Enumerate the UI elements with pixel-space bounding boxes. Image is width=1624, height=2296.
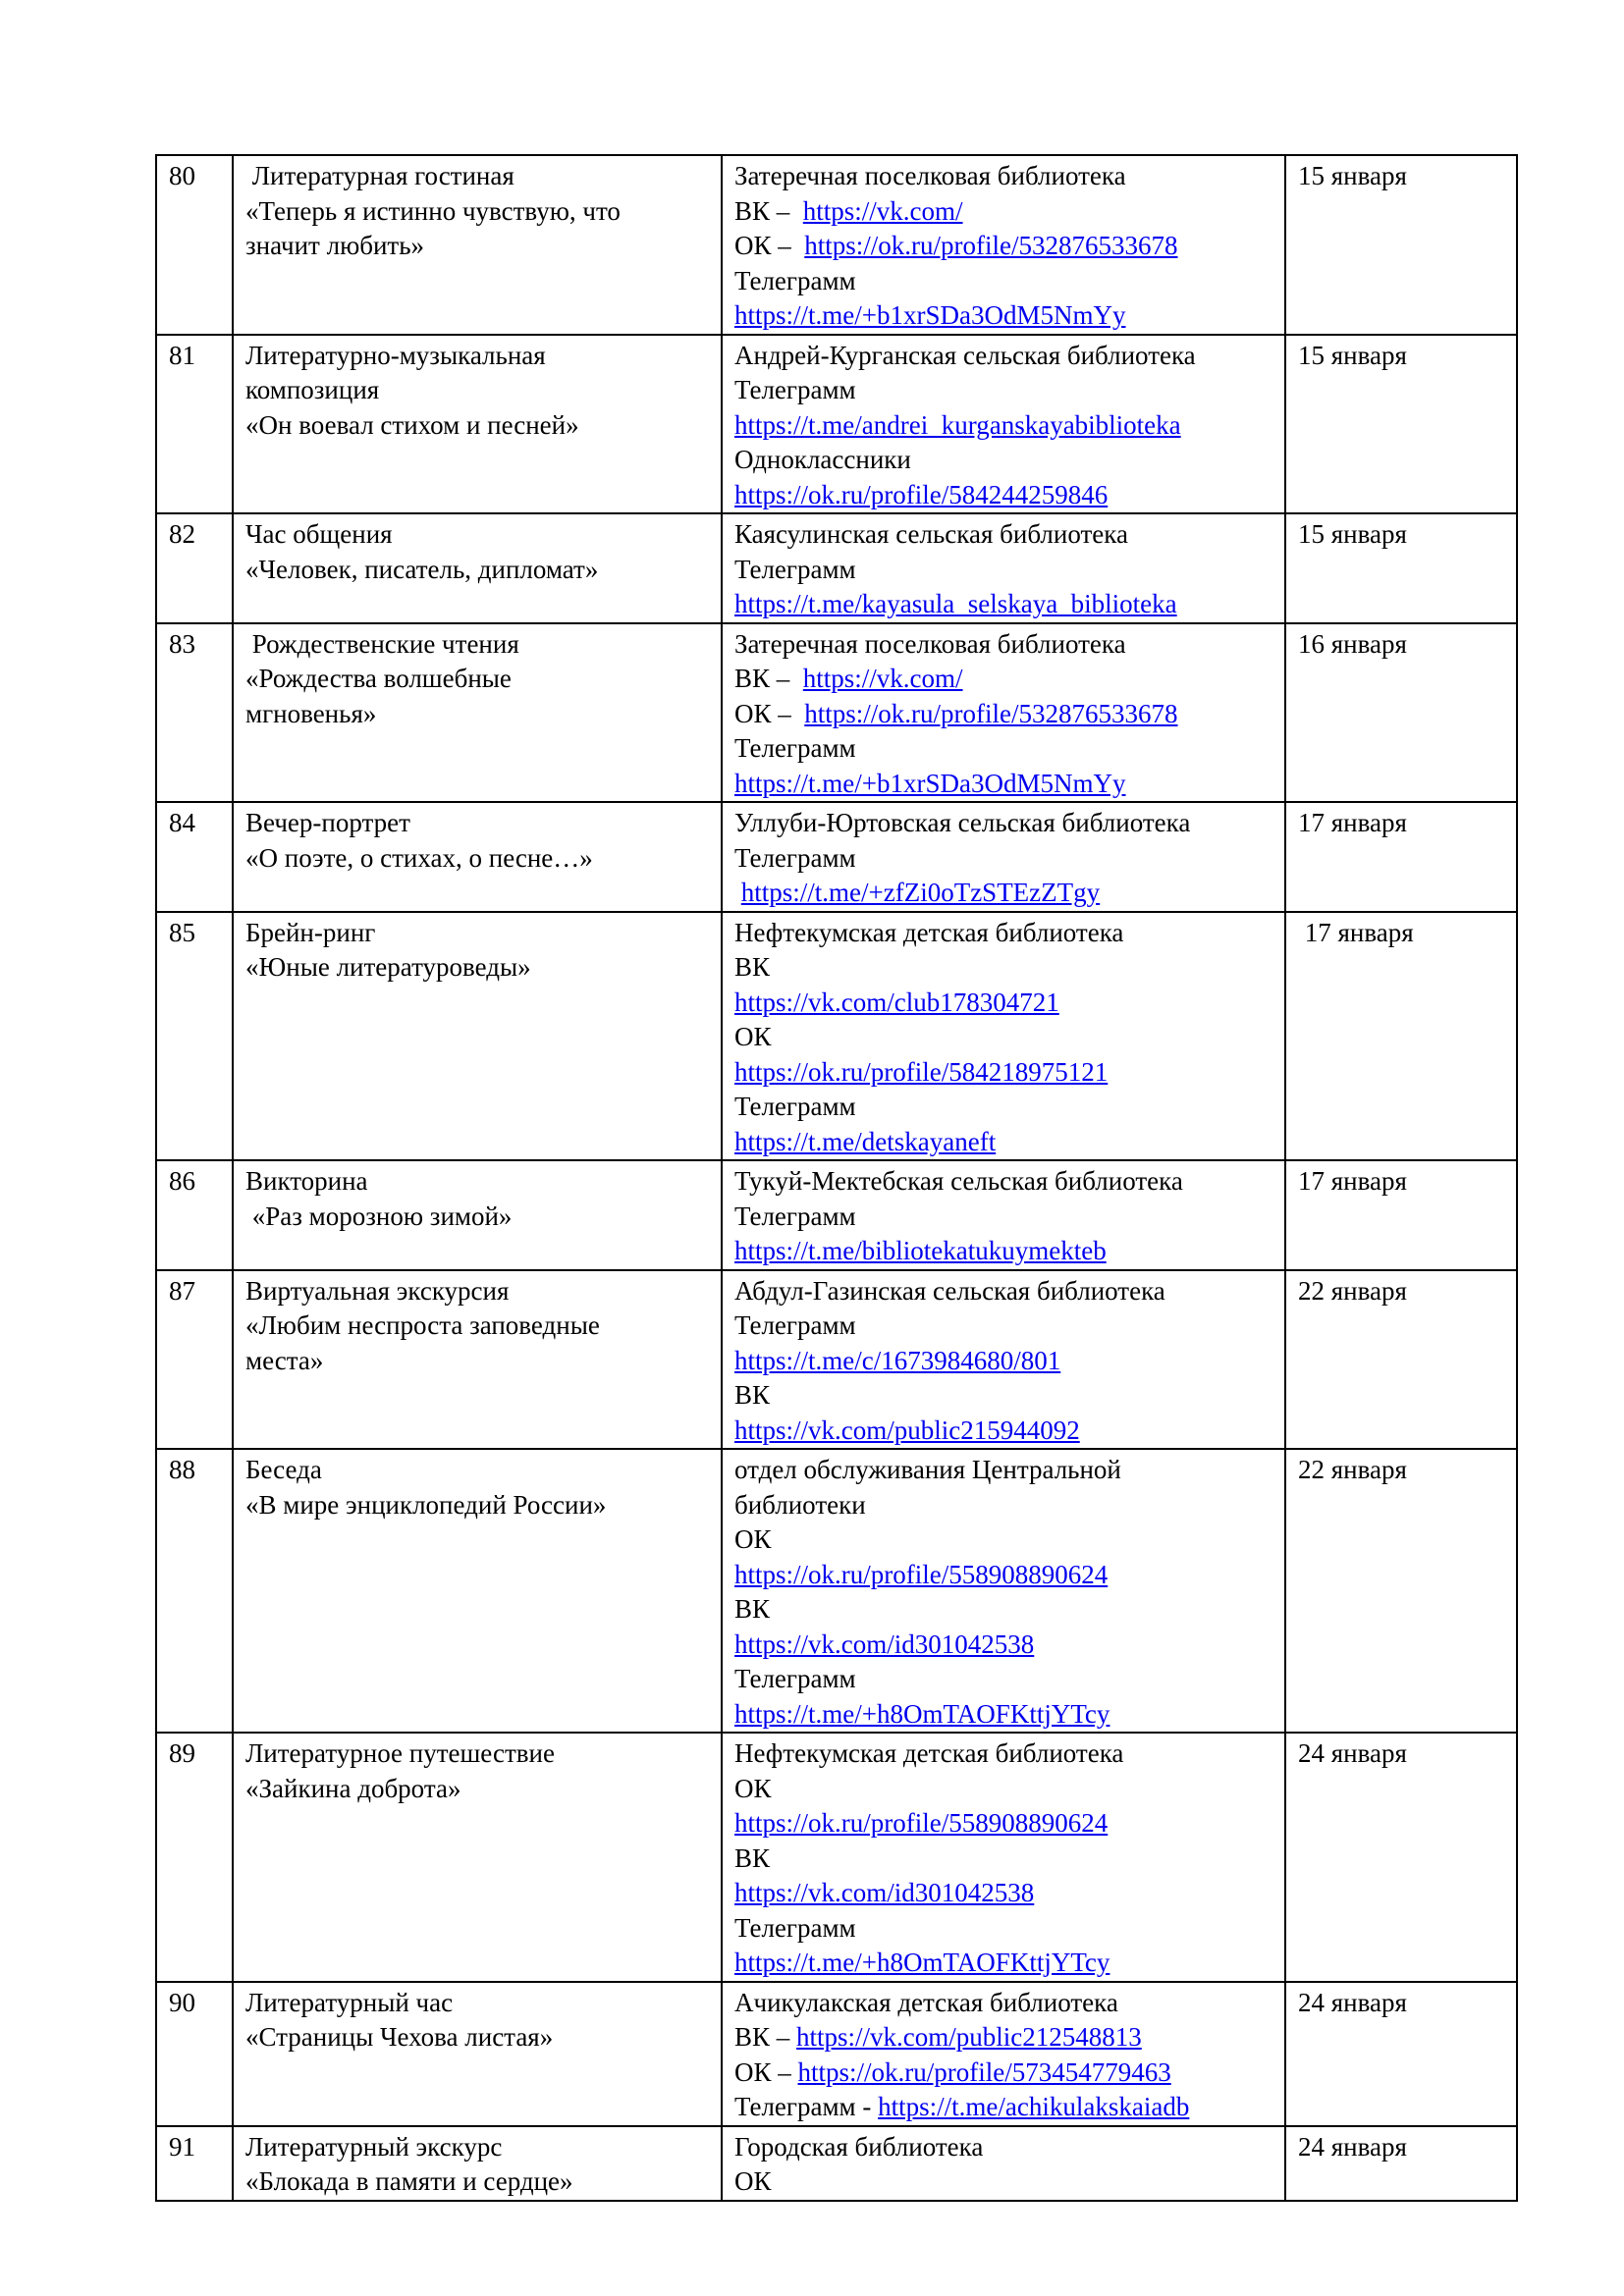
link-prefix: ВК – [734, 664, 803, 693]
library-line [734, 2090, 1272, 2125]
event-title-line: значит любить» [245, 231, 425, 260]
social-link[interactable]: https://vk.com/ [802, 664, 963, 693]
library-line [734, 517, 1272, 553]
event-title-line: Час общения [245, 519, 393, 549]
library-line [734, 2056, 1272, 2091]
library-line [734, 1522, 1272, 1558]
library-line [734, 986, 1272, 1021]
library-text: ВК [734, 1380, 771, 1410]
social-link[interactable]: https://ok.ru/profile/573454779463 [797, 2056, 1171, 2087]
library-line [734, 1308, 1272, 1344]
library-line [734, 1453, 1272, 1488]
social-link[interactable]: https://ok.ru/profile/558908890624 [734, 1808, 1109, 1838]
event-date: 24 января [1285, 1733, 1517, 1982]
event-title-cell [233, 1160, 722, 1270]
event-title-line: «В мире энциклопедий России» [245, 1489, 607, 1520]
library-text: отдел обслуживания Центральной [734, 1455, 1121, 1484]
library-cell [722, 802, 1285, 912]
social-link[interactable]: https://vk.com/public212548813 [796, 2022, 1142, 2052]
event-title-cell [233, 802, 722, 912]
event-title-cell [233, 513, 722, 623]
event-title-line: Беседа [245, 1455, 322, 1484]
library-line [734, 1488, 1272, 1523]
library-cell [722, 1982, 1285, 2126]
library-line [734, 1090, 1272, 1125]
event-date: 17 января [1285, 802, 1517, 912]
event-date: 15 января [1285, 513, 1517, 623]
library-cell [722, 335, 1285, 514]
library-line [734, 587, 1272, 622]
event-title-line: Викторина [245, 1166, 368, 1196]
library-line [734, 1772, 1272, 1807]
library-text: Телеграмм [734, 1092, 856, 1121]
social-link[interactable]: https://ok.ru/profile/584244259846 [734, 479, 1109, 509]
row-number: 81 [156, 335, 233, 514]
library-text: Тукуй-Мектебская сельская библиотека [734, 1166, 1183, 1196]
library-line [734, 1592, 1272, 1628]
table-row [156, 155, 1517, 335]
social-link[interactable]: https://t.me/achikulakskaiadb [878, 2092, 1190, 2121]
event-title-line: Литературное путешествие [245, 1738, 555, 1768]
library-cell [722, 1270, 1285, 1450]
library-line [734, 1055, 1272, 1091]
library-text: Телеграмм [734, 1664, 856, 1693]
event-title-line: «Блокада в памяти и сердце» [245, 2166, 573, 2196]
library-line [734, 1020, 1272, 1055]
event-date: 24 января [1285, 2126, 1517, 2201]
library-cell [722, 623, 1285, 803]
events-table-body [156, 155, 1517, 2201]
social-link[interactable]: https://ok.ru/profile/532876533678 [804, 231, 1178, 260]
library-text: Телеграмм [734, 1310, 856, 1340]
table-row [156, 1160, 1517, 1270]
event-date: 24 января [1285, 1982, 1517, 2126]
library-text: Каясулинская сельская библиотека [734, 519, 1128, 549]
library-line [734, 2020, 1272, 2056]
library-line [734, 1876, 1272, 1911]
library-line [734, 443, 1272, 478]
event-title-line: «О поэте, о стихах, о песне…» [245, 842, 593, 873]
library-text: Телеграмм [734, 733, 856, 763]
row-number: 83 [156, 623, 233, 803]
social-link[interactable]: https://t.me/+b1xrSDa3OdM5NmYy [734, 768, 1126, 798]
library-text: Телеграмм [734, 265, 856, 295]
link-prefix: ВК – [734, 2022, 797, 2052]
social-link[interactable]: https://t.me/+zfZi0oTzSTEzZTgy [740, 878, 1101, 907]
library-line [734, 806, 1272, 841]
row-number: 87 [156, 1270, 233, 1450]
library-line [734, 339, 1272, 374]
event-title-line: «Страницы Чехова листая» [245, 2022, 554, 2052]
event-date: 22 января [1285, 1270, 1517, 1450]
library-text: Уллуби-Юртовская сельская библиотека [734, 808, 1191, 837]
library-line [734, 1234, 1272, 1269]
library-line [734, 229, 1272, 264]
library-text: Нефтекумская детская библиотека [734, 1738, 1124, 1768]
library-text: библиотеки [734, 1489, 866, 1520]
library-line [734, 1125, 1272, 1160]
event-date: 16 января [1285, 623, 1517, 803]
row-number: 90 [156, 1982, 233, 2126]
event-title-line: «Теперь я истинно чувствую, что [245, 195, 621, 226]
table-row [156, 513, 1517, 623]
social-link[interactable]: https://vk.com/club178304721 [734, 987, 1059, 1017]
library-line [734, 767, 1272, 802]
library-line [734, 2164, 1272, 2200]
library-text: ВК [734, 1594, 771, 1624]
event-title-line: «Человек, писатель, дипломат» [245, 554, 599, 584]
library-line [734, 1697, 1272, 1733]
library-line [734, 627, 1272, 663]
library-line [734, 731, 1272, 767]
event-date: 15 января [1285, 155, 1517, 335]
events-table [155, 154, 1518, 2202]
table-row [156, 1733, 1517, 1982]
library-line [734, 1986, 1272, 2021]
library-text: ОК [734, 1773, 772, 1803]
library-cell [722, 1160, 1285, 1270]
row-number: 89 [156, 1733, 233, 1982]
library-text: Ачикулакская детская библиотека [734, 1987, 1118, 2017]
event-title-cell [233, 2126, 722, 2201]
table-row [156, 1982, 1517, 2126]
link-prefix [734, 878, 741, 907]
library-line [734, 1662, 1272, 1697]
link-prefix: Телеграмм - [734, 2092, 879, 2121]
social-link[interactable]: https://vk.com/ [802, 195, 963, 226]
library-text: ОК [734, 1022, 772, 1051]
social-link[interactable]: https://t.me/c/1673984680/801 [734, 1345, 1061, 1375]
library-line [734, 876, 1272, 911]
event-title-line: места» [245, 1345, 324, 1375]
library-cell [722, 1733, 1285, 1982]
library-line [734, 1200, 1272, 1235]
library-text: Городская библиотека [734, 2131, 984, 2162]
row-number: 82 [156, 513, 233, 623]
library-text: ОК [734, 1524, 772, 1554]
library-line [734, 159, 1272, 194]
event-date: 22 января [1285, 1449, 1517, 1733]
event-date: 15 января [1285, 335, 1517, 514]
library-text: ВК [734, 1842, 771, 1873]
event-title-line: «Любим неспроста заповедные [245, 1310, 600, 1340]
link-prefix: ОК – [734, 2056, 798, 2087]
event-title-line: композиция [245, 375, 380, 404]
library-line [734, 841, 1272, 877]
library-text: Телеграмм [734, 842, 856, 873]
library-line [734, 298, 1272, 334]
library-text: ВК [734, 952, 771, 982]
library-text: ОК [734, 2166, 772, 2196]
library-line [734, 2130, 1272, 2165]
library-line [734, 1946, 1272, 1981]
event-title-cell [233, 1270, 722, 1450]
library-line [734, 697, 1272, 732]
library-cell [722, 513, 1285, 623]
social-link[interactable]: https://vk.com/id301042538 [734, 1878, 1035, 1907]
social-link[interactable]: https://t.me/detskayaneft [734, 1126, 997, 1156]
row-number: 85 [156, 912, 233, 1161]
library-text: Телеграмм [734, 375, 856, 404]
library-line [734, 194, 1272, 230]
link-prefix: ОК – [734, 698, 805, 728]
library-line [734, 1806, 1272, 1842]
event-date: 17 января [1285, 912, 1517, 1161]
event-title-line: Литературно-музыкальная [245, 340, 546, 370]
event-title-cell [233, 1733, 722, 1982]
library-line [734, 1274, 1272, 1309]
table-row [156, 335, 1517, 514]
library-line [734, 1414, 1272, 1449]
table-row [156, 1270, 1517, 1450]
library-line [734, 1378, 1272, 1414]
library-text: Затеречная поселковая библиотека [734, 628, 1126, 659]
event-title-cell [233, 912, 722, 1161]
library-line [734, 1164, 1272, 1200]
library-cell [722, 155, 1285, 335]
library-line [734, 950, 1272, 986]
library-line [734, 1736, 1272, 1772]
library-text: Нефтекумская детская библиотека [734, 917, 1124, 947]
event-title-line: Виртуальная экскурсия [245, 1275, 510, 1306]
social-link[interactable]: https://vk.com/id301042538 [734, 1629, 1035, 1659]
event-title-line: Литературная гостиная [245, 161, 514, 190]
event-title-cell [233, 335, 722, 514]
social-link[interactable]: https://ok.ru/profile/584218975121 [734, 1056, 1109, 1087]
library-line [734, 408, 1272, 444]
row-number: 80 [156, 155, 233, 335]
library-text: Одноклассники [734, 445, 911, 474]
social-link[interactable]: https://t.me/bibliotekatukuymekteb [734, 1236, 1107, 1265]
library-line [734, 1842, 1272, 1877]
library-line [734, 373, 1272, 408]
event-title-line: «Он воевал стихом и песней» [245, 409, 579, 440]
event-date: 17 января [1285, 1160, 1517, 1270]
social-link[interactable]: https://vk.com/public215944092 [734, 1415, 1080, 1445]
event-title-line: «Юные литературоведы» [245, 952, 531, 982]
table-row [156, 623, 1517, 803]
event-title-line: «Зайкина доброта» [245, 1773, 461, 1803]
library-cell [722, 1449, 1285, 1733]
table-row [156, 802, 1517, 912]
link-prefix: ОК – [734, 231, 805, 260]
library-text: Телеграмм [734, 1912, 856, 1943]
library-text: Телеграмм [734, 554, 856, 584]
library-line [734, 1344, 1272, 1379]
library-cell [722, 2126, 1285, 2201]
event-title-cell [233, 1982, 722, 2126]
row-number: 88 [156, 1449, 233, 1733]
library-line [734, 264, 1272, 299]
event-title-cell [233, 1449, 722, 1733]
event-title-line: мгновенья» [245, 698, 377, 728]
social-link[interactable]: https://t.me/andrei_kurganskayabiblioteka [734, 409, 1181, 440]
library-line [734, 1628, 1272, 1663]
library-line [734, 1911, 1272, 1947]
library-line [734, 553, 1272, 588]
event-title-line: Литературный час [245, 1987, 454, 2017]
table-row [156, 912, 1517, 1161]
link-prefix: ВК – [734, 195, 803, 226]
social-link[interactable]: https://t.me/kayasula_selskaya_biblioteka [734, 589, 1177, 618]
event-title-line: Вечер-портрет [245, 808, 410, 837]
library-line [734, 662, 1272, 697]
library-text: Телеграмм [734, 1201, 856, 1231]
event-title-line: Рождественские чтения [245, 628, 519, 659]
event-title-cell [233, 155, 722, 335]
library-text: Андрей-Курганская сельская библиотека [734, 340, 1196, 370]
social-link[interactable]: https://t.me/+h8OmTAOFKttjYTcy [734, 1948, 1110, 1977]
social-link[interactable]: https://ok.ru/profile/532876533678 [804, 698, 1178, 728]
table-row [156, 1449, 1517, 1733]
table-row [156, 2126, 1517, 2201]
event-title-line: «Рождества волшебные [245, 664, 512, 693]
library-text: Затеречная поселковая библиотека [734, 161, 1126, 190]
library-line [734, 478, 1272, 513]
library-text: Абдул-Газинская сельская библиотека [734, 1275, 1165, 1306]
social-link[interactable]: https://t.me/+h8OmTAOFKttjYTcy [734, 1698, 1110, 1729]
event-title-line: Литературный экскурс [245, 2131, 503, 2162]
library-line [734, 1558, 1272, 1593]
row-number: 91 [156, 2126, 233, 2201]
social-link[interactable]: https://t.me/+b1xrSDa3OdM5NmYy [734, 300, 1126, 330]
event-title-line: Брейн-ринг [245, 917, 376, 947]
event-title-line: «Раз морозною зимой» [245, 1201, 513, 1231]
social-link[interactable]: https://ok.ru/profile/558908890624 [734, 1559, 1109, 1589]
row-number: 84 [156, 802, 233, 912]
row-number: 86 [156, 1160, 233, 1270]
library-cell [722, 912, 1285, 1161]
event-title-cell [233, 623, 722, 803]
library-line [734, 916, 1272, 951]
